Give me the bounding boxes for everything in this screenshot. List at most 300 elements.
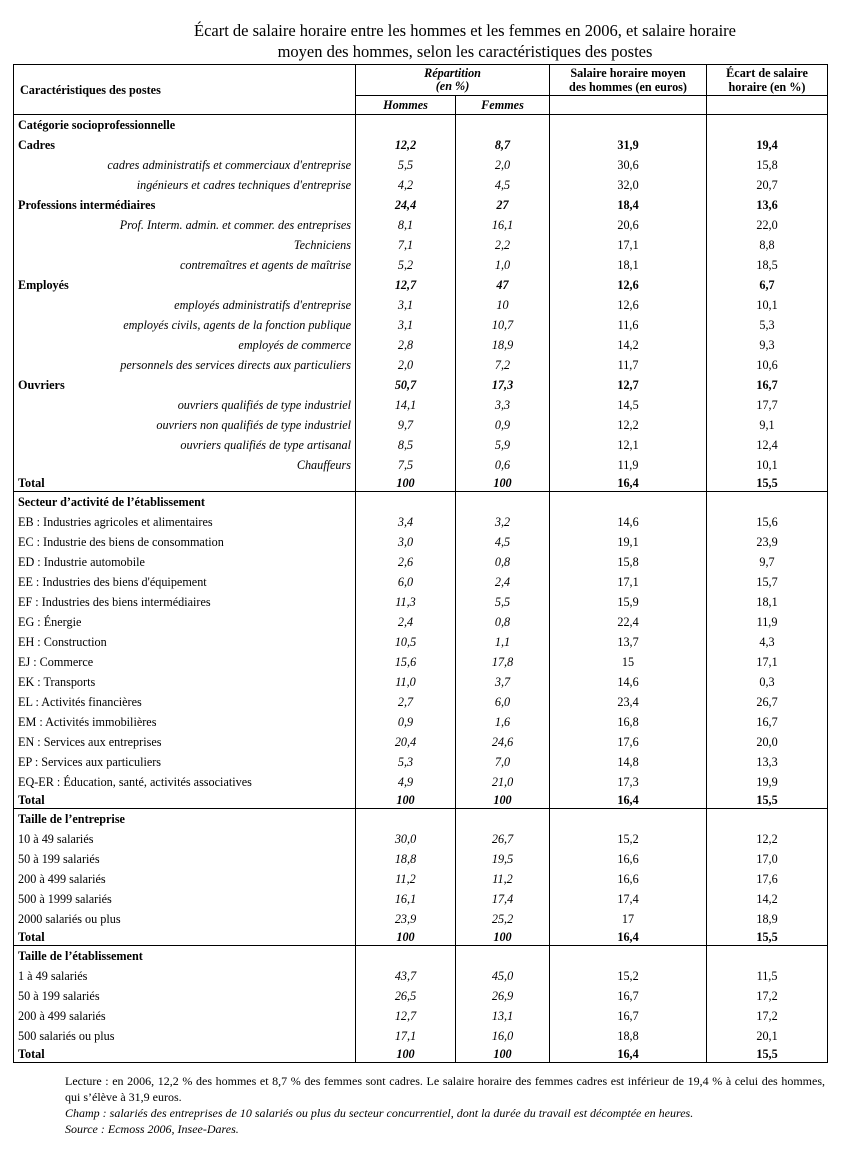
femmes-cell: 1,0 <box>456 255 550 275</box>
hommes-cell: 3,0 <box>356 532 456 552</box>
hommes-cell: 2,4 <box>356 612 456 632</box>
table-row <box>14 829 828 849</box>
table-row <box>14 849 828 869</box>
table-row <box>14 315 828 335</box>
femmes-cell: 5,9 <box>456 435 550 455</box>
table-row <box>14 375 828 395</box>
ecart-cell: 10,1 <box>707 455 828 475</box>
row-label: 500 salariés ou plus <box>14 1026 356 1046</box>
femmes-cell: 1,1 <box>456 632 550 652</box>
femmes-cell: 0,8 <box>456 612 550 632</box>
femmes-cell: 11,2 <box>456 869 550 889</box>
section-heading-row <box>14 492 828 513</box>
table-row <box>14 552 828 572</box>
empty-cell <box>707 492 828 513</box>
salaire-cell: 15,9 <box>550 592 707 612</box>
femmes-cell: 7,0 <box>456 752 550 772</box>
salaire-cell: 11,7 <box>550 355 707 375</box>
ecart-cell: 16,7 <box>707 712 828 732</box>
row-label: Chauffeurs <box>14 455 356 475</box>
section-heading-row <box>14 115 828 136</box>
row-label: ouvriers qualifiés de type industriel <box>14 395 356 415</box>
empty-cell <box>456 492 550 513</box>
ecart-cell: 23,9 <box>707 532 828 552</box>
table-title <box>0 20 855 62</box>
hommes-cell: 7,5 <box>356 455 456 475</box>
hommes-cell: 3,4 <box>356 512 456 532</box>
row-label: personnels des services directs aux particuliers <box>14 355 356 375</box>
hommes-cell: 5,3 <box>356 752 456 772</box>
hommes-cell: 2,0 <box>356 355 456 375</box>
hommes-cell: 100 <box>356 792 456 809</box>
hommes-cell: 23,9 <box>356 909 456 929</box>
hommes-cell: 100 <box>356 929 456 946</box>
salaire-cell: 22,4 <box>550 612 707 632</box>
header-blank-ecart <box>707 96 828 115</box>
hommes-cell: 7,1 <box>356 235 456 255</box>
empty-cell <box>550 115 707 136</box>
ecart-cell: 20,7 <box>707 175 828 195</box>
row-label: Total <box>14 1046 356 1063</box>
femmes-cell: 4,5 <box>456 175 550 195</box>
salaire-cell: 11,9 <box>550 455 707 475</box>
row-label: 50 à 199 salariés <box>14 986 356 1006</box>
ecart-cell: 4,3 <box>707 632 828 652</box>
hommes-cell: 5,2 <box>356 255 456 275</box>
row-label: EL : Activités financières <box>14 692 356 712</box>
row-label: ouvriers non qualifiés de type industriel <box>14 415 356 435</box>
section-title: Catégorie socioprofessionnelle <box>14 115 356 136</box>
table-row <box>14 435 828 455</box>
table-row <box>14 335 828 355</box>
femmes-cell: 26,7 <box>456 829 550 849</box>
hommes-cell: 16,1 <box>356 889 456 909</box>
femmes-cell: 26,9 <box>456 986 550 1006</box>
table-notes <box>65 1073 825 1137</box>
femmes-cell: 45,0 <box>456 966 550 986</box>
hommes-cell: 0,9 <box>356 712 456 732</box>
salaire-cell: 15,2 <box>550 966 707 986</box>
hommes-cell: 12,2 <box>356 135 456 155</box>
ecart-cell: 13,3 <box>707 752 828 772</box>
salaire-cell: 16,4 <box>550 929 707 946</box>
empty-cell <box>550 492 707 513</box>
row-label: 10 à 49 salariés <box>14 829 356 849</box>
note-champ: Champ : salariés des entreprises de 10 salariés ou plus du secteur concurrentiel, dont la durée du travail est décomptée en heures. <box>65 1106 694 1120</box>
salaire-cell: 20,6 <box>550 215 707 235</box>
empty-cell <box>456 809 550 830</box>
hommes-cell: 100 <box>356 475 456 492</box>
table-row <box>14 512 828 532</box>
row-label: Professions intermédiaires <box>14 195 356 215</box>
hommes-cell: 4,2 <box>356 175 456 195</box>
femmes-cell: 2,4 <box>456 572 550 592</box>
header-repartition-label: Répartition <box>424 66 481 80</box>
total-row <box>14 792 828 809</box>
row-label: EF : Industries des biens intermédiaires <box>14 592 356 612</box>
ecart-cell: 17,7 <box>707 395 828 415</box>
table-row <box>14 712 828 732</box>
section-heading-row <box>14 809 828 830</box>
table-row <box>14 966 828 986</box>
hommes-cell: 11,0 <box>356 672 456 692</box>
ecart-cell: 17,2 <box>707 1006 828 1026</box>
row-label: Cadres <box>14 135 356 155</box>
table-row <box>14 235 828 255</box>
empty-cell <box>707 115 828 136</box>
ecart-cell: 15,5 <box>707 792 828 809</box>
hommes-cell: 9,7 <box>356 415 456 435</box>
femmes-cell: 4,5 <box>456 532 550 552</box>
title-line-2: moyen des hommes, selon les caractéristiques des postes <box>277 42 653 61</box>
femmes-cell: 8,7 <box>456 135 550 155</box>
row-label: EM : Activités immobilières <box>14 712 356 732</box>
salaire-cell: 16,6 <box>550 869 707 889</box>
salaire-cell: 15 <box>550 652 707 672</box>
hommes-cell: 100 <box>356 1046 456 1063</box>
salaire-cell: 18,1 <box>550 255 707 275</box>
femmes-cell: 2,0 <box>456 155 550 175</box>
salaire-cell: 16,7 <box>550 986 707 1006</box>
femmes-cell: 3,2 <box>456 512 550 532</box>
note-source: Source : Ecmoss 2006, Insee-Dares. <box>65 1122 239 1136</box>
row-label: 500 à 1999 salariés <box>14 889 356 909</box>
hommes-cell: 2,8 <box>356 335 456 355</box>
salaire-cell: 16,8 <box>550 712 707 732</box>
table-row <box>14 532 828 552</box>
table-row <box>14 195 828 215</box>
femmes-cell: 7,2 <box>456 355 550 375</box>
ecart-cell: 20,0 <box>707 732 828 752</box>
hommes-cell: 8,5 <box>356 435 456 455</box>
row-label: Employés <box>14 275 356 295</box>
note-lecture: Lecture : en 2006, 12,2 % des hommes et 8,7 % des femmes sont cadres. Le salaire horaire des femmes cadres est inférieur de 19,4 % à celui des hommes, qui s’élève à 31,9 euros. <box>65 1074 825 1104</box>
ecart-cell: 16,7 <box>707 375 828 395</box>
table-row <box>14 1026 828 1046</box>
femmes-cell: 21,0 <box>456 772 550 792</box>
table-row <box>14 295 828 315</box>
hommes-cell: 15,6 <box>356 652 456 672</box>
hommes-cell: 5,5 <box>356 155 456 175</box>
salaire-cell: 17,6 <box>550 732 707 752</box>
hommes-cell: 11,3 <box>356 592 456 612</box>
salaire-cell: 15,2 <box>550 829 707 849</box>
row-label: 50 à 199 salariés <box>14 849 356 869</box>
header-salaire-line1: Salaire horaire moyen <box>570 66 686 80</box>
ecart-cell: 15,5 <box>707 1046 828 1063</box>
salaire-cell: 18,8 <box>550 1026 707 1046</box>
ecart-cell: 17,2 <box>707 986 828 1006</box>
ecart-cell: 17,1 <box>707 652 828 672</box>
femmes-cell: 6,0 <box>456 692 550 712</box>
section-title: Secteur d’activité de l’établissement <box>14 492 356 513</box>
hommes-cell: 10,5 <box>356 632 456 652</box>
hommes-cell: 50,7 <box>356 375 456 395</box>
ecart-cell: 17,6 <box>707 869 828 889</box>
ecart-cell: 15,5 <box>707 929 828 946</box>
salaire-cell: 12,6 <box>550 295 707 315</box>
femmes-cell: 17,3 <box>456 375 550 395</box>
table-row <box>14 889 828 909</box>
total-row <box>14 475 828 492</box>
femmes-cell: 0,9 <box>456 415 550 435</box>
header-ecart-line2: horaire (en %) <box>728 80 806 94</box>
empty-cell <box>550 809 707 830</box>
ecart-cell: 18,9 <box>707 909 828 929</box>
hommes-cell: 3,1 <box>356 295 456 315</box>
femmes-cell: 10,7 <box>456 315 550 335</box>
ecart-cell: 9,7 <box>707 552 828 572</box>
femmes-cell: 100 <box>456 929 550 946</box>
table-row <box>14 592 828 612</box>
femmes-cell: 100 <box>456 792 550 809</box>
header-hommes: Hommes <box>356 96 456 115</box>
ecart-cell: 15,6 <box>707 512 828 532</box>
hommes-cell: 14,1 <box>356 395 456 415</box>
row-label: EJ : Commerce <box>14 652 356 672</box>
salaire-cell: 30,6 <box>550 155 707 175</box>
row-label: Prof. Interm. admin. et commer. des entreprises <box>14 215 356 235</box>
ecart-cell: 10,1 <box>707 295 828 315</box>
ecart-cell: 20,1 <box>707 1026 828 1046</box>
header-blank-salaire <box>550 96 707 115</box>
femmes-cell: 13,1 <box>456 1006 550 1026</box>
salaire-cell: 17,3 <box>550 772 707 792</box>
table-row <box>14 612 828 632</box>
row-label: Ouvriers <box>14 375 356 395</box>
hommes-cell: 2,7 <box>356 692 456 712</box>
hommes-cell: 12,7 <box>356 275 456 295</box>
femmes-cell: 17,8 <box>456 652 550 672</box>
salaire-cell: 18,4 <box>550 195 707 215</box>
table-row <box>14 732 828 752</box>
femmes-cell: 2,2 <box>456 235 550 255</box>
salaire-cell: 14,2 <box>550 335 707 355</box>
hommes-cell: 17,1 <box>356 1026 456 1046</box>
femmes-cell: 27 <box>456 195 550 215</box>
salaire-cell: 13,7 <box>550 632 707 652</box>
table-row <box>14 692 828 712</box>
ecart-cell: 14,2 <box>707 889 828 909</box>
hommes-cell: 43,7 <box>356 966 456 986</box>
row-label: employés civils, agents de la fonction publique <box>14 315 356 335</box>
femmes-cell: 0,6 <box>456 455 550 475</box>
hommes-cell: 3,1 <box>356 315 456 335</box>
table-row <box>14 632 828 652</box>
empty-cell <box>356 946 456 967</box>
salaire-cell: 17,1 <box>550 572 707 592</box>
femmes-cell: 18,9 <box>456 335 550 355</box>
total-row <box>14 1046 828 1063</box>
table-row <box>14 255 828 275</box>
header-salaire <box>550 65 707 96</box>
salaire-cell: 19,1 <box>550 532 707 552</box>
salaire-cell: 12,7 <box>550 375 707 395</box>
salaire-cell: 14,5 <box>550 395 707 415</box>
table-row <box>14 415 828 435</box>
femmes-cell: 10 <box>456 295 550 315</box>
row-label: Techniciens <box>14 235 356 255</box>
femmes-cell: 25,2 <box>456 909 550 929</box>
hommes-cell: 18,8 <box>356 849 456 869</box>
row-label: ouvriers qualifiés de type artisanal <box>14 435 356 455</box>
salaire-cell: 23,4 <box>550 692 707 712</box>
salaire-cell: 14,6 <box>550 512 707 532</box>
empty-cell <box>707 946 828 967</box>
hommes-cell: 8,1 <box>356 215 456 235</box>
row-label: 200 à 499 salariés <box>14 1006 356 1026</box>
ecart-cell: 8,8 <box>707 235 828 255</box>
femmes-cell: 19,5 <box>456 849 550 869</box>
row-label: EN : Services aux entreprises <box>14 732 356 752</box>
ecart-cell: 13,6 <box>707 195 828 215</box>
row-label: employés de commerce <box>14 335 356 355</box>
table-row <box>14 395 828 415</box>
total-row <box>14 929 828 946</box>
hommes-cell: 30,0 <box>356 829 456 849</box>
row-label: employés administratifs d'entreprise <box>14 295 356 315</box>
empty-cell <box>356 492 456 513</box>
hommes-cell: 24,4 <box>356 195 456 215</box>
row-label: EP : Services aux particuliers <box>14 752 356 772</box>
row-label: EB : Industries agricoles et alimentaires <box>14 512 356 532</box>
row-label: 2000 salariés ou plus <box>14 909 356 929</box>
table-row <box>14 652 828 672</box>
ecart-cell: 0,3 <box>707 672 828 692</box>
header-salaire-line2: des hommes (en euros) <box>569 80 687 94</box>
salaire-cell: 17,1 <box>550 235 707 255</box>
row-label: Total <box>14 475 356 492</box>
table-row <box>14 869 828 889</box>
ecart-cell: 5,3 <box>707 315 828 335</box>
row-label: cadres administratifs et commerciaux d'entreprise <box>14 155 356 175</box>
ecart-cell: 15,5 <box>707 475 828 492</box>
salaire-cell: 12,1 <box>550 435 707 455</box>
table-row <box>14 155 828 175</box>
row-label: EE : Industries des biens d'équipement <box>14 572 356 592</box>
row-label: EK : Transports <box>14 672 356 692</box>
table-row <box>14 175 828 195</box>
row-label: ingénieurs et cadres techniques d'entreprise <box>14 175 356 195</box>
table-row <box>14 135 828 155</box>
hommes-cell: 12,7 <box>356 1006 456 1026</box>
femmes-cell: 1,6 <box>456 712 550 732</box>
row-label: ED : Industrie automobile <box>14 552 356 572</box>
header-caracteristiques: Caractéristiques des postes <box>14 65 356 115</box>
ecart-cell: 22,0 <box>707 215 828 235</box>
row-label: EH : Construction <box>14 632 356 652</box>
row-label: 200 à 499 salariés <box>14 869 356 889</box>
salaire-cell: 31,9 <box>550 135 707 155</box>
ecart-cell: 19,4 <box>707 135 828 155</box>
ecart-cell: 19,9 <box>707 772 828 792</box>
row-label: Total <box>14 792 356 809</box>
empty-cell <box>356 809 456 830</box>
femmes-cell: 16,0 <box>456 1026 550 1046</box>
salaire-cell: 17,4 <box>550 889 707 909</box>
table-row <box>14 772 828 792</box>
row-label: EC : Industrie des biens de consommation <box>14 532 356 552</box>
table-row <box>14 909 828 929</box>
table-row <box>14 752 828 772</box>
hommes-cell: 11,2 <box>356 869 456 889</box>
femmes-cell: 5,5 <box>456 592 550 612</box>
ecart-cell: 11,9 <box>707 612 828 632</box>
row-label: EQ-ER : Éducation, santé, activités associatives <box>14 772 356 792</box>
femmes-cell: 17,4 <box>456 889 550 909</box>
femmes-cell: 100 <box>456 1046 550 1063</box>
table-row <box>14 572 828 592</box>
hommes-cell: 2,6 <box>356 552 456 572</box>
header-femmes: Femmes <box>456 96 550 115</box>
salaire-cell: 14,8 <box>550 752 707 772</box>
header-ecart <box>707 65 828 96</box>
ecart-cell: 9,3 <box>707 335 828 355</box>
salaire-cell: 11,6 <box>550 315 707 335</box>
femmes-cell: 3,3 <box>456 395 550 415</box>
salaire-cell: 16,6 <box>550 849 707 869</box>
salaire-cell: 15,8 <box>550 552 707 572</box>
salaire-cell: 17 <box>550 909 707 929</box>
salaire-cell: 16,7 <box>550 1006 707 1026</box>
table-row <box>14 455 828 475</box>
ecart-cell: 12,4 <box>707 435 828 455</box>
empty-cell <box>356 115 456 136</box>
table-row <box>14 275 828 295</box>
empty-cell <box>456 946 550 967</box>
salaire-cell: 16,4 <box>550 475 707 492</box>
header-repartition-unit: (en %) <box>435 79 470 93</box>
empty-cell <box>456 115 550 136</box>
ecart-cell: 18,1 <box>707 592 828 612</box>
ecart-cell: 9,1 <box>707 415 828 435</box>
salaire-cell: 32,0 <box>550 175 707 195</box>
hommes-cell: 20,4 <box>356 732 456 752</box>
header-row <box>14 65 828 96</box>
section-heading-row <box>14 946 828 967</box>
row-label: contremaîtres et agents de maîtrise <box>14 255 356 275</box>
hommes-cell: 26,5 <box>356 986 456 1006</box>
ecart-cell: 12,2 <box>707 829 828 849</box>
header-ecart-line1: Écart de salaire <box>726 66 808 80</box>
ecart-cell: 15,7 <box>707 572 828 592</box>
section-title: Taille de l’entreprise <box>14 809 356 830</box>
salaire-cell: 14,6 <box>550 672 707 692</box>
ecart-cell: 26,7 <box>707 692 828 712</box>
ecart-cell: 15,8 <box>707 155 828 175</box>
table-row <box>14 215 828 235</box>
femmes-cell: 24,6 <box>456 732 550 752</box>
title-line-1: Écart de salaire horaire entre les hommes et les femmes en 2006, et salaire horaire <box>194 21 736 40</box>
table-row <box>14 1006 828 1026</box>
wage-gap-table <box>13 64 828 1063</box>
ecart-cell: 17,0 <box>707 849 828 869</box>
salaire-cell: 12,2 <box>550 415 707 435</box>
empty-cell <box>707 809 828 830</box>
femmes-cell: 0,8 <box>456 552 550 572</box>
table-row <box>14 355 828 375</box>
femmes-cell: 16,1 <box>456 215 550 235</box>
hommes-cell: 4,9 <box>356 772 456 792</box>
femmes-cell: 47 <box>456 275 550 295</box>
ecart-cell: 10,6 <box>707 355 828 375</box>
header-repartition <box>356 65 550 96</box>
femmes-cell: 100 <box>456 475 550 492</box>
row-label: 1 à 49 salariés <box>14 966 356 986</box>
row-label: Total <box>14 929 356 946</box>
hommes-cell: 6,0 <box>356 572 456 592</box>
row-label: EG : Énergie <box>14 612 356 632</box>
